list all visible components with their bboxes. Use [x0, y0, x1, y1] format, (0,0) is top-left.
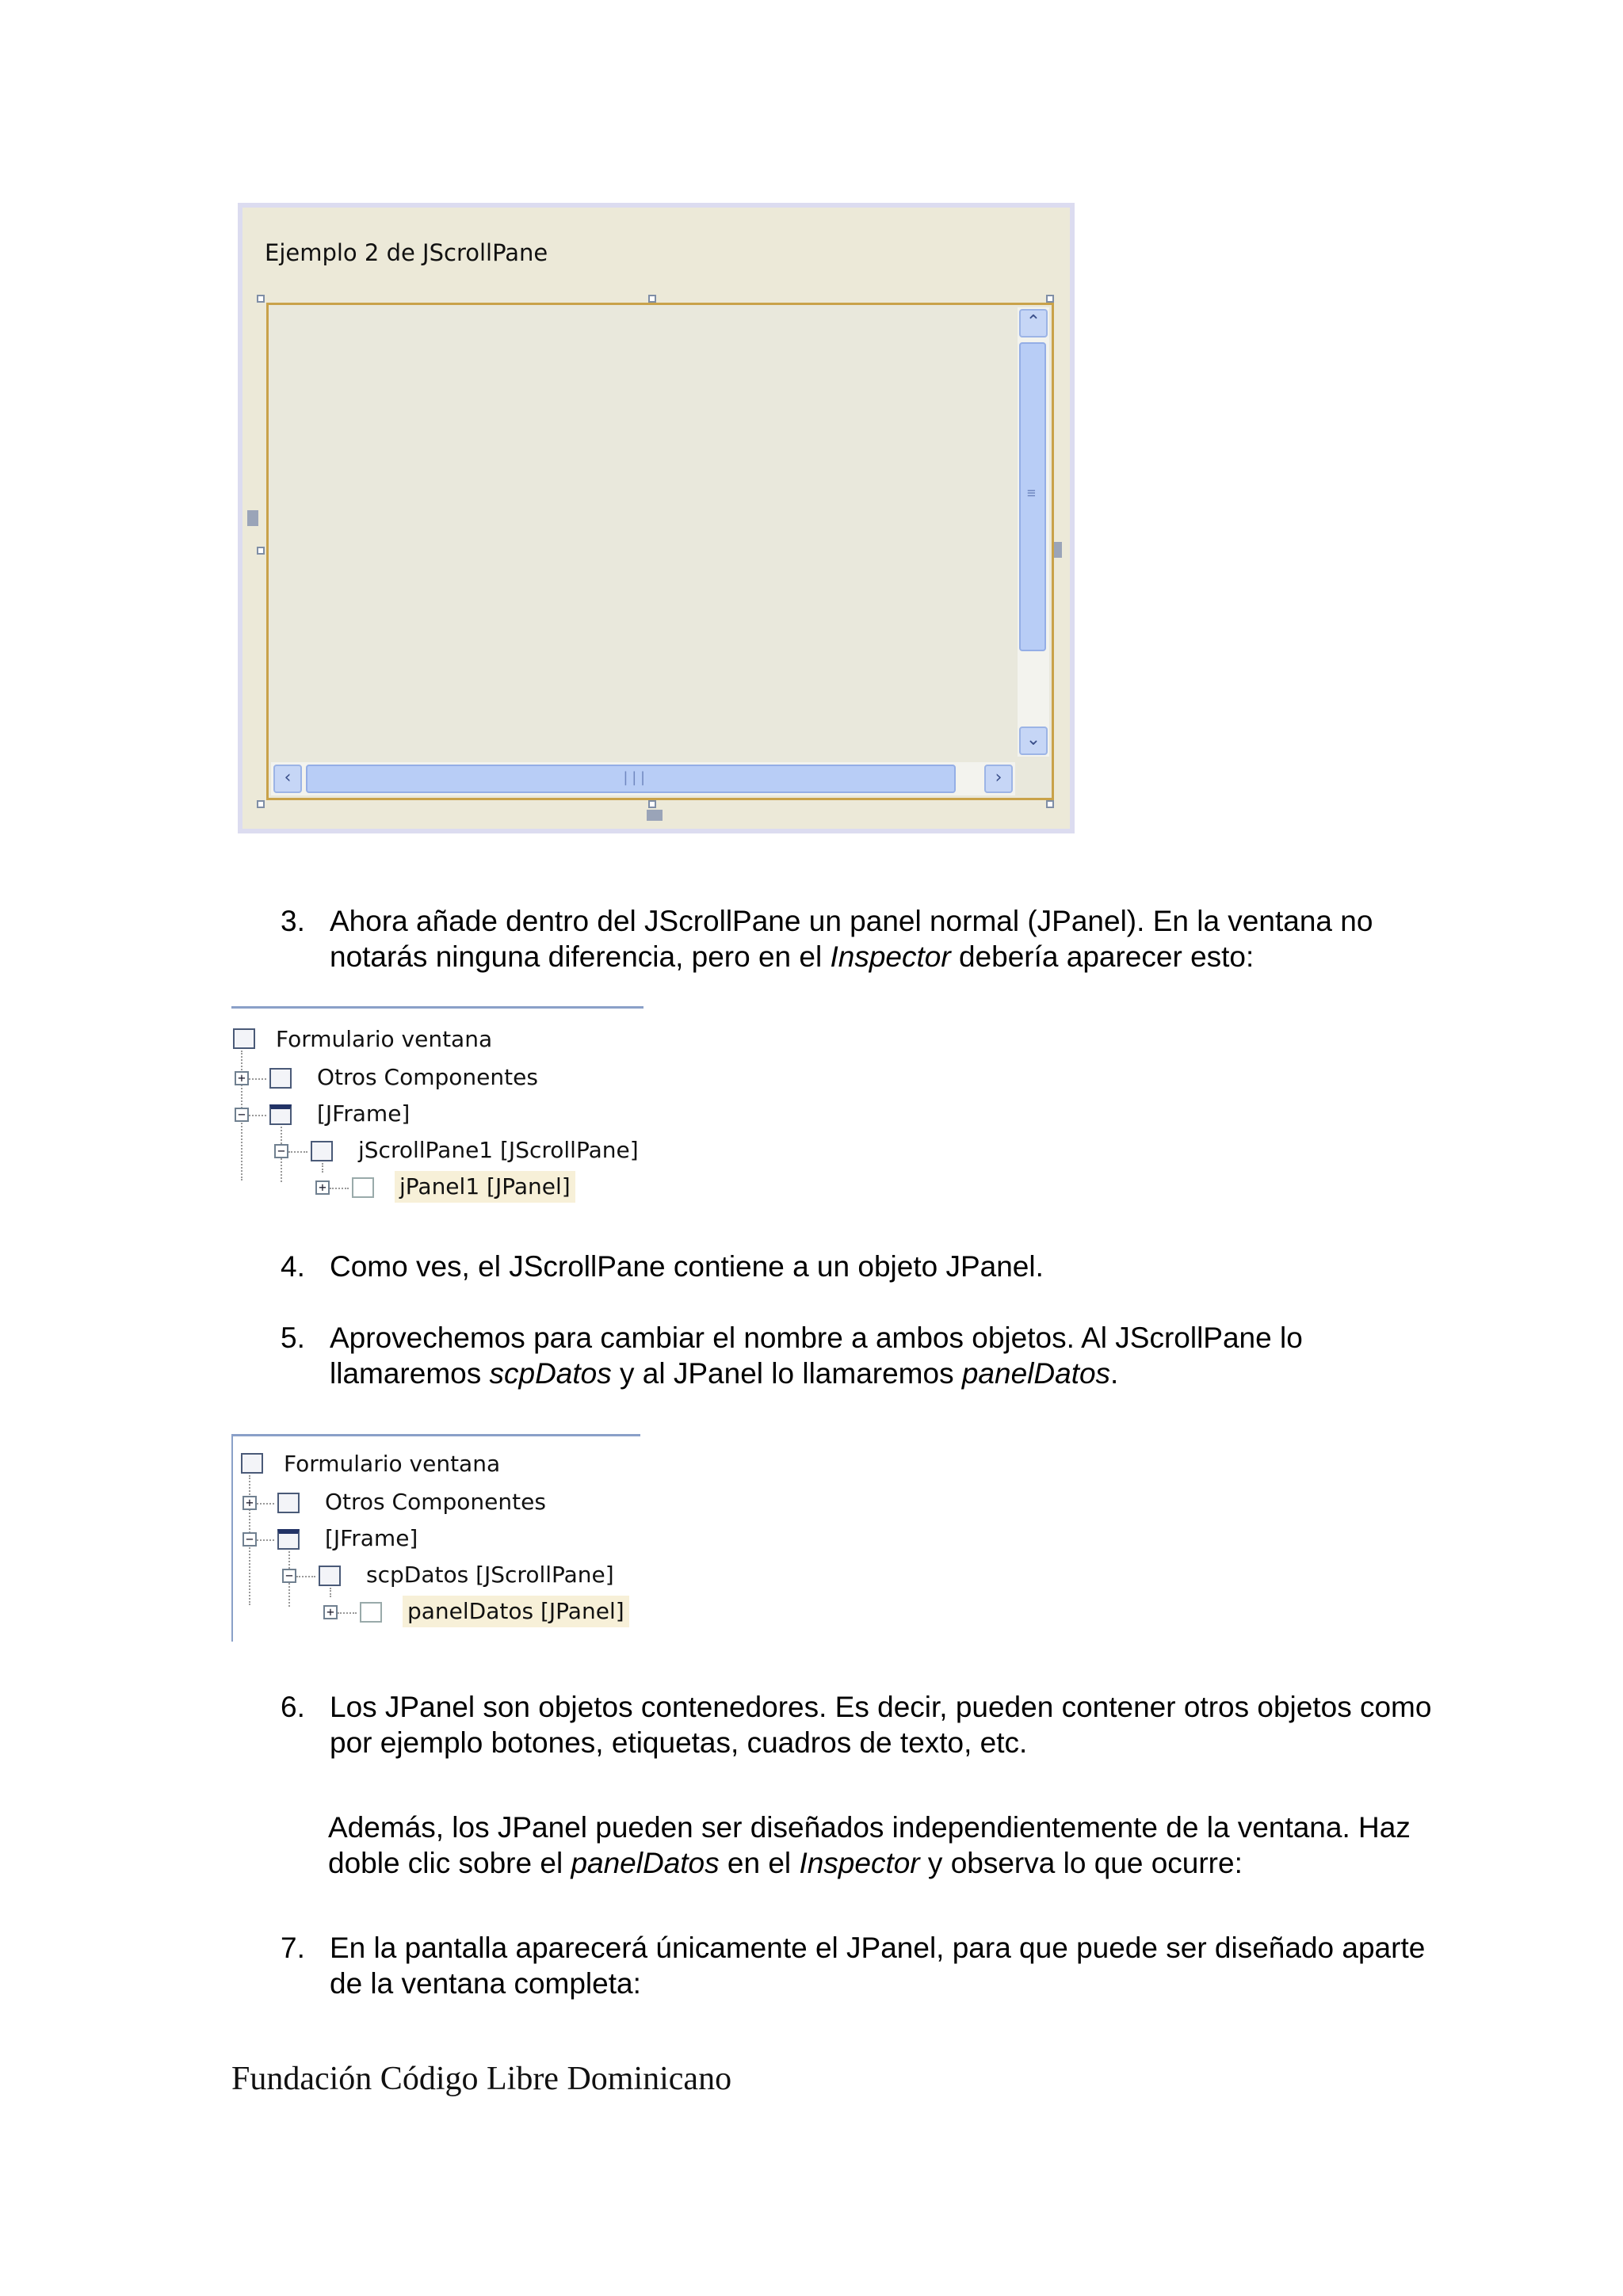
text-span: notarás ninguna diferencia, pero en el: [330, 940, 831, 973]
resize-handle[interactable]: [1046, 295, 1054, 303]
form-canvas: [242, 208, 1070, 829]
resize-handle[interactable]: [648, 295, 656, 303]
jframe-icon: [269, 1104, 292, 1125]
vertical-scrollbar[interactable]: [1018, 307, 1049, 757]
collapse-icon[interactable]: −: [282, 1569, 296, 1583]
list-text: Como ves, el JScrollPane contiene a un objeto JPanel.: [330, 1250, 1044, 1283]
tree-node-otros[interactable]: Otros Componentes: [317, 1064, 538, 1090]
line: por ejemplo botones, etiquetas, cuadros de texto, etc.: [330, 1726, 1028, 1759]
page-footer: Fundación Código Libre Dominicano: [231, 2061, 732, 2097]
line: de la ventana completa:: [330, 1967, 641, 2000]
list-text: [330, 1930, 1463, 2001]
scroll-right-icon[interactable]: ›: [984, 765, 1013, 793]
line: En la pantalla aparecerá únicamente el JPanel, para que puede ser diseñado aparte: [330, 1932, 1426, 1964]
tree-node-jframe[interactable]: [JFrame]: [317, 1100, 411, 1127]
line: [330, 1356, 1463, 1391]
anchor-bottom-icon[interactable]: [647, 810, 663, 821]
scroll-left-icon[interactable]: ‹: [273, 765, 302, 793]
expand-icon[interactable]: +: [235, 1071, 249, 1085]
tree-top-border: [231, 1006, 643, 1009]
jscrollpane[interactable]: [266, 303, 1054, 800]
text-span: doble clic sobre el: [328, 1847, 571, 1879]
anchor-left-icon[interactable]: [247, 510, 258, 526]
resize-handle[interactable]: [1046, 800, 1054, 808]
tree-top-border: [233, 1434, 640, 1436]
collapse-icon[interactable]: −: [235, 1108, 249, 1122]
components-icon: [277, 1493, 300, 1513]
list-text: [330, 1689, 1463, 1760]
resize-handle[interactable]: [257, 800, 265, 808]
line: [328, 1845, 1485, 1881]
paragraph-6b: [328, 1810, 1485, 1881]
tree-line: [330, 1188, 349, 1189]
tree-node-jpanel[interactable]: jPanel1 [JPanel]: [395, 1171, 575, 1203]
expand-icon[interactable]: +: [323, 1605, 338, 1619]
tree-node-form[interactable]: Formulario ventana: [284, 1451, 501, 1477]
line: Ahora añade dentro del JScrollPane un panel normal (JPanel). En la ventana no: [330, 905, 1373, 937]
line: Aprovechemos para cambiar el nombre a ambos objetos. Al JScrollPane lo: [330, 1322, 1303, 1354]
inspector-tree-1: [231, 1006, 643, 1211]
tree-node-otros[interactable]: Otros Componentes: [325, 1489, 546, 1515]
list-number: 4.: [281, 1250, 305, 1283]
form-icon: [241, 1453, 263, 1474]
tree-line: [338, 1612, 357, 1614]
text-span: llamaremos: [330, 1357, 490, 1390]
scrollpane-icon: [311, 1141, 333, 1161]
tree-node-form[interactable]: Formulario ventana: [276, 1026, 493, 1052]
emphasis: panelDatos: [961, 1357, 1111, 1390]
text-span: y observa lo que ocurre:: [919, 1847, 1243, 1879]
tree-line: [322, 1163, 323, 1173]
horizontal-scroll-thumb[interactable]: [306, 765, 956, 793]
text-span: .: [1110, 1357, 1119, 1390]
tree-line: [296, 1576, 315, 1577]
line: Los JPanel son objetos contenedores. Es decir, pueden contener otros objetos como: [330, 1691, 1432, 1723]
expand-icon[interactable]: +: [242, 1496, 257, 1510]
emphasis: scpDatos: [489, 1357, 612, 1390]
text-span: en el: [719, 1847, 800, 1879]
scrollpane-icon: [319, 1566, 341, 1586]
scroll-down-icon[interactable]: ⌄: [1019, 727, 1048, 755]
inspector-tree-2: [231, 1434, 640, 1642]
list-number: 7.: [281, 1932, 305, 1964]
scroll-up-icon[interactable]: ⌃: [1019, 309, 1048, 338]
resize-handle[interactable]: [648, 800, 656, 808]
tree-line: [288, 1151, 307, 1153]
list-number: 3.: [281, 905, 305, 937]
tree-node-scrollpane[interactable]: jScrollPane1 [JScrollPane]: [358, 1137, 639, 1163]
resize-handle[interactable]: [257, 547, 265, 555]
tree-line: [257, 1539, 274, 1541]
line: [330, 939, 1463, 974]
grip-icon: ≡: [1027, 485, 1036, 502]
panel-icon: [360, 1602, 382, 1623]
jframe-icon: [277, 1529, 300, 1550]
resize-handle[interactable]: [257, 295, 265, 303]
grip-icon: |||: [621, 769, 647, 786]
tree-node-jframe[interactable]: [JFrame]: [325, 1525, 418, 1551]
tree-node-paneldatos[interactable]: panelDatos [JPanel]: [403, 1596, 629, 1627]
horizontal-scrollbar[interactable]: [271, 762, 1015, 795]
expand-icon[interactable]: +: [315, 1180, 330, 1195]
list-text: [330, 1320, 1463, 1391]
components-icon: [269, 1068, 292, 1089]
emphasis: Inspector: [830, 940, 951, 973]
tree-node-scrollpane[interactable]: scpDatos [JScrollPane]: [366, 1562, 614, 1588]
tree-line: [249, 1115, 266, 1116]
emphasis: panelDatos: [571, 1847, 720, 1879]
tree-line: [249, 1078, 266, 1080]
tree-line: [330, 1588, 331, 1597]
tree-line: [257, 1503, 274, 1505]
text-span: y al JPanel lo llamaremos: [611, 1357, 962, 1390]
jscrollpane-designer-screenshot: [238, 203, 1075, 833]
line: Además, los JPanel pueden ser diseñados independientemente de la ventana. Haz: [328, 1811, 1411, 1844]
form-icon: [233, 1028, 255, 1049]
list-number: 6.: [281, 1691, 305, 1723]
list-text: [330, 903, 1463, 974]
form-title: Ejemplo 2 de JScrollPane: [265, 239, 548, 266]
vertical-scroll-thumb[interactable]: [1019, 342, 1046, 651]
text-span: debería aparecer esto:: [950, 940, 1254, 973]
collapse-icon[interactable]: −: [274, 1144, 288, 1158]
list-number: 5.: [281, 1322, 305, 1354]
collapse-icon[interactable]: −: [242, 1532, 257, 1547]
panel-icon: [352, 1177, 374, 1198]
emphasis: Inspector: [799, 1847, 920, 1879]
